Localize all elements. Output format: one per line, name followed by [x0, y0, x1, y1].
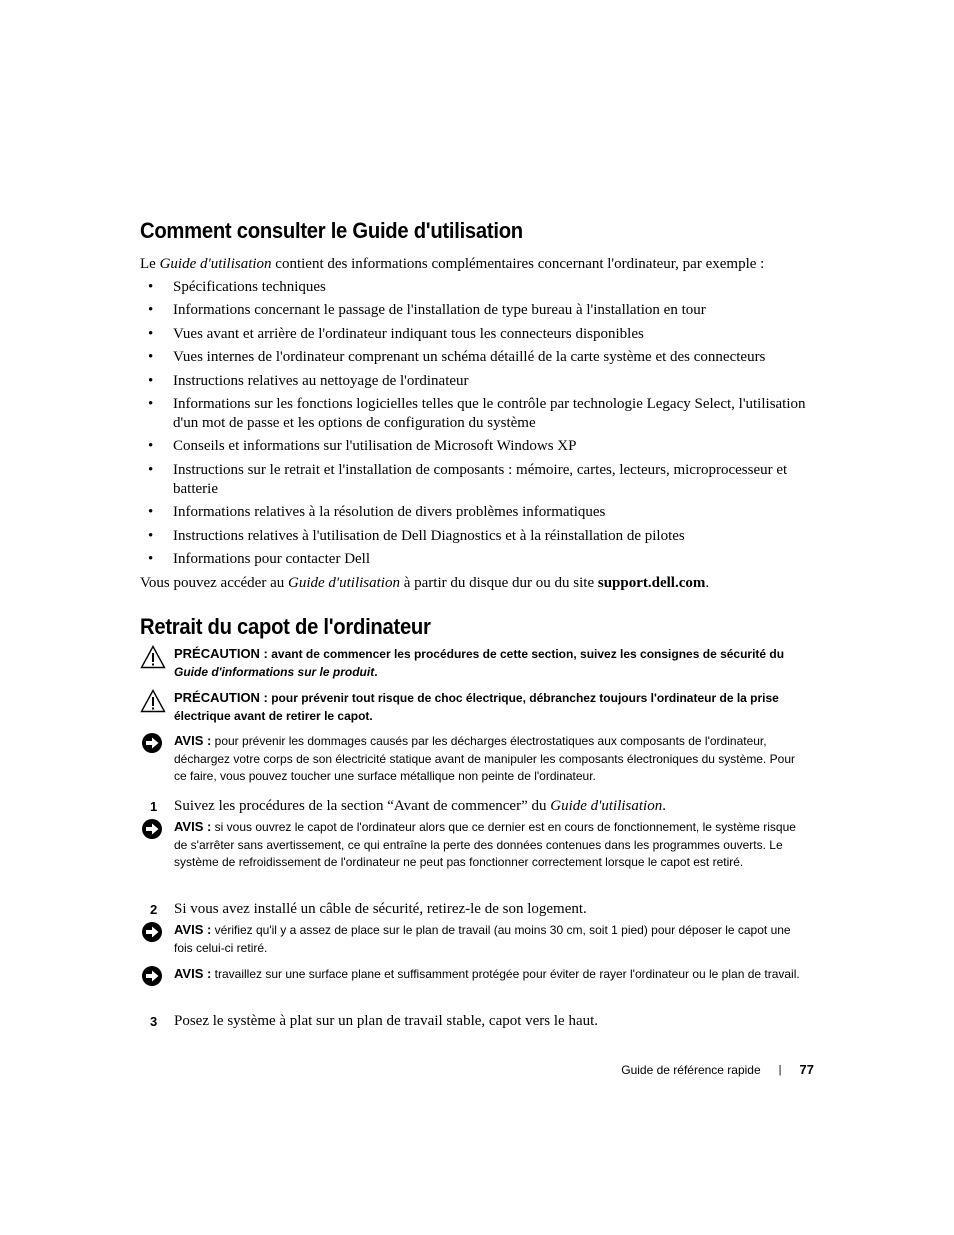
- notice-note: AVIS : vérifiez qu'il y a assez de place sur le plan de travail (au moins 30 cm, soit 1 pied) pour déposer le capot une fois celui-ci retiré.: [140, 921, 805, 957]
- notice-arrow-icon: [140, 921, 166, 945]
- notice-label: AVIS :: [174, 966, 212, 981]
- notice-arrow-icon: [140, 965, 166, 989]
- notice-label: AVIS :: [174, 819, 212, 834]
- step-1: 1 Suivez les procédures de la section “Avant de commencer” du Guide d'utilisation.: [150, 798, 666, 814]
- section-heading-user-guide: Comment consulter le Guide d'utilisation: [140, 218, 523, 243]
- caution-label: PRÉCAUTION :: [174, 690, 268, 705]
- list-item: • Informations pour contacter Dell: [140, 550, 820, 569]
- outro-emphasis: Guide d'utilisation: [288, 575, 400, 591]
- notice-arrow-icon: [140, 818, 166, 842]
- list-item: • Instructions relatives au nettoyage de l'ordinateur: [140, 372, 820, 391]
- feature-list: [140, 278, 820, 573]
- notice-note: AVIS : pour prévenir les dommages causés par les décharges électrostatiques aux composants de l'ordinateur, déchargez votre corps de son électricité statique avant de manipuler les composants électroniques du système. Pour ce faire, vous pouvez toucher une surface métallique non peinte de l'ordinateur.: [140, 732, 805, 786]
- notice-label: AVIS :: [174, 733, 212, 748]
- list-item: • Conseils et informations sur l'utilisation de Microsoft Windows XP: [140, 437, 820, 456]
- footer-title: Guide de référence rapide: [621, 1062, 761, 1077]
- caution-note: PRÉCAUTION : avant de commencer les procédures de cette section, suivez les consignes de sécurité du Guide d'informations sur le produit.: [140, 645, 805, 681]
- section-heading-remove-cover: Retrait du capot de l'ordinateur: [140, 614, 431, 639]
- list-item: • Informations sur les fonctions logicielles telles que le contrôle par technologie Legacy Select, l'utilisation d'un mot de passe et les options de configuration du système: [140, 395, 820, 433]
- notice-arrow-icon: [140, 732, 166, 756]
- support-link[interactable]: support.dell.com: [597, 575, 706, 591]
- step-number: 3: [150, 1014, 158, 1029]
- page-number: 77: [799, 1062, 814, 1077]
- list-item: • Instructions relatives à l'utilisation de Dell Diagnostics et à la réinstallation de pilotes: [140, 527, 820, 546]
- intro-paragraph: Le Guide d'utilisation contient des informations complémentaires concernant l'ordinateur, par exemple :: [140, 256, 765, 272]
- caution-triangle-icon: [140, 645, 166, 669]
- list-item: • Informations relatives à la résolution de divers problèmes informatiques: [140, 503, 820, 522]
- step-number: 1: [150, 799, 158, 814]
- caution-label: PRÉCAUTION :: [174, 646, 268, 661]
- caution-note: PRÉCAUTION : pour prévenir tout risque de choc électrique, débranchez toujours l'ordinateur de la prise électrique avant de retirer le capot.: [140, 689, 805, 725]
- notice-label: AVIS :: [174, 922, 212, 937]
- footer-separator: |: [778, 1063, 782, 1076]
- list-item: • Vues internes de l'ordinateur comprenant un schéma détaillé de la carte système et des connecteurs: [140, 348, 820, 367]
- list-item: • Instructions sur le retrait et l'installation de composants : mémoire, cartes, lecteurs, microprocesseur et batterie: [140, 461, 820, 499]
- page-footer: [621, 1062, 814, 1077]
- notice-note: AVIS : si vous ouvrez le capot de l'ordinateur alors que ce dernier est en cours de fonctionnement, le système risque de s'arrêter sans avertissement, ce qui entraîne la perte des données contenues dans les programmes ouverts. Le système de refroidissement de l'ordinateur ne peut pas fonctionner correctement lorsque le capot est retiré.: [140, 818, 805, 872]
- outro-paragraph: Vous pouvez accéder au Guide d'utilisation à partir du disque dur ou du site support.dell.com.: [140, 575, 710, 591]
- list-item: • Spécifications techniques: [140, 278, 820, 297]
- caution-triangle-icon: [140, 689, 166, 713]
- step-2: 2 Si vous avez installé un câble de sécurité, retirez-le de son logement.: [150, 901, 587, 917]
- step-3: 3 Posez le système à plat sur un plan de travail stable, capot vers le haut.: [150, 1013, 599, 1029]
- intro-emphasis: Guide d'utilisation: [159, 256, 272, 272]
- step-number: 2: [150, 902, 158, 917]
- notice-note: AVIS : travaillez sur une surface plane et suffisamment protégée pour éviter de rayer l'ordinateur ou le plan de travail.: [140, 965, 805, 984]
- list-item: • Informations concernant le passage de l'installation de type bureau à l'installation en tour: [140, 301, 820, 320]
- list-item: • Vues avant et arrière de l'ordinateur indiquant tous les connecteurs disponibles: [140, 325, 820, 344]
